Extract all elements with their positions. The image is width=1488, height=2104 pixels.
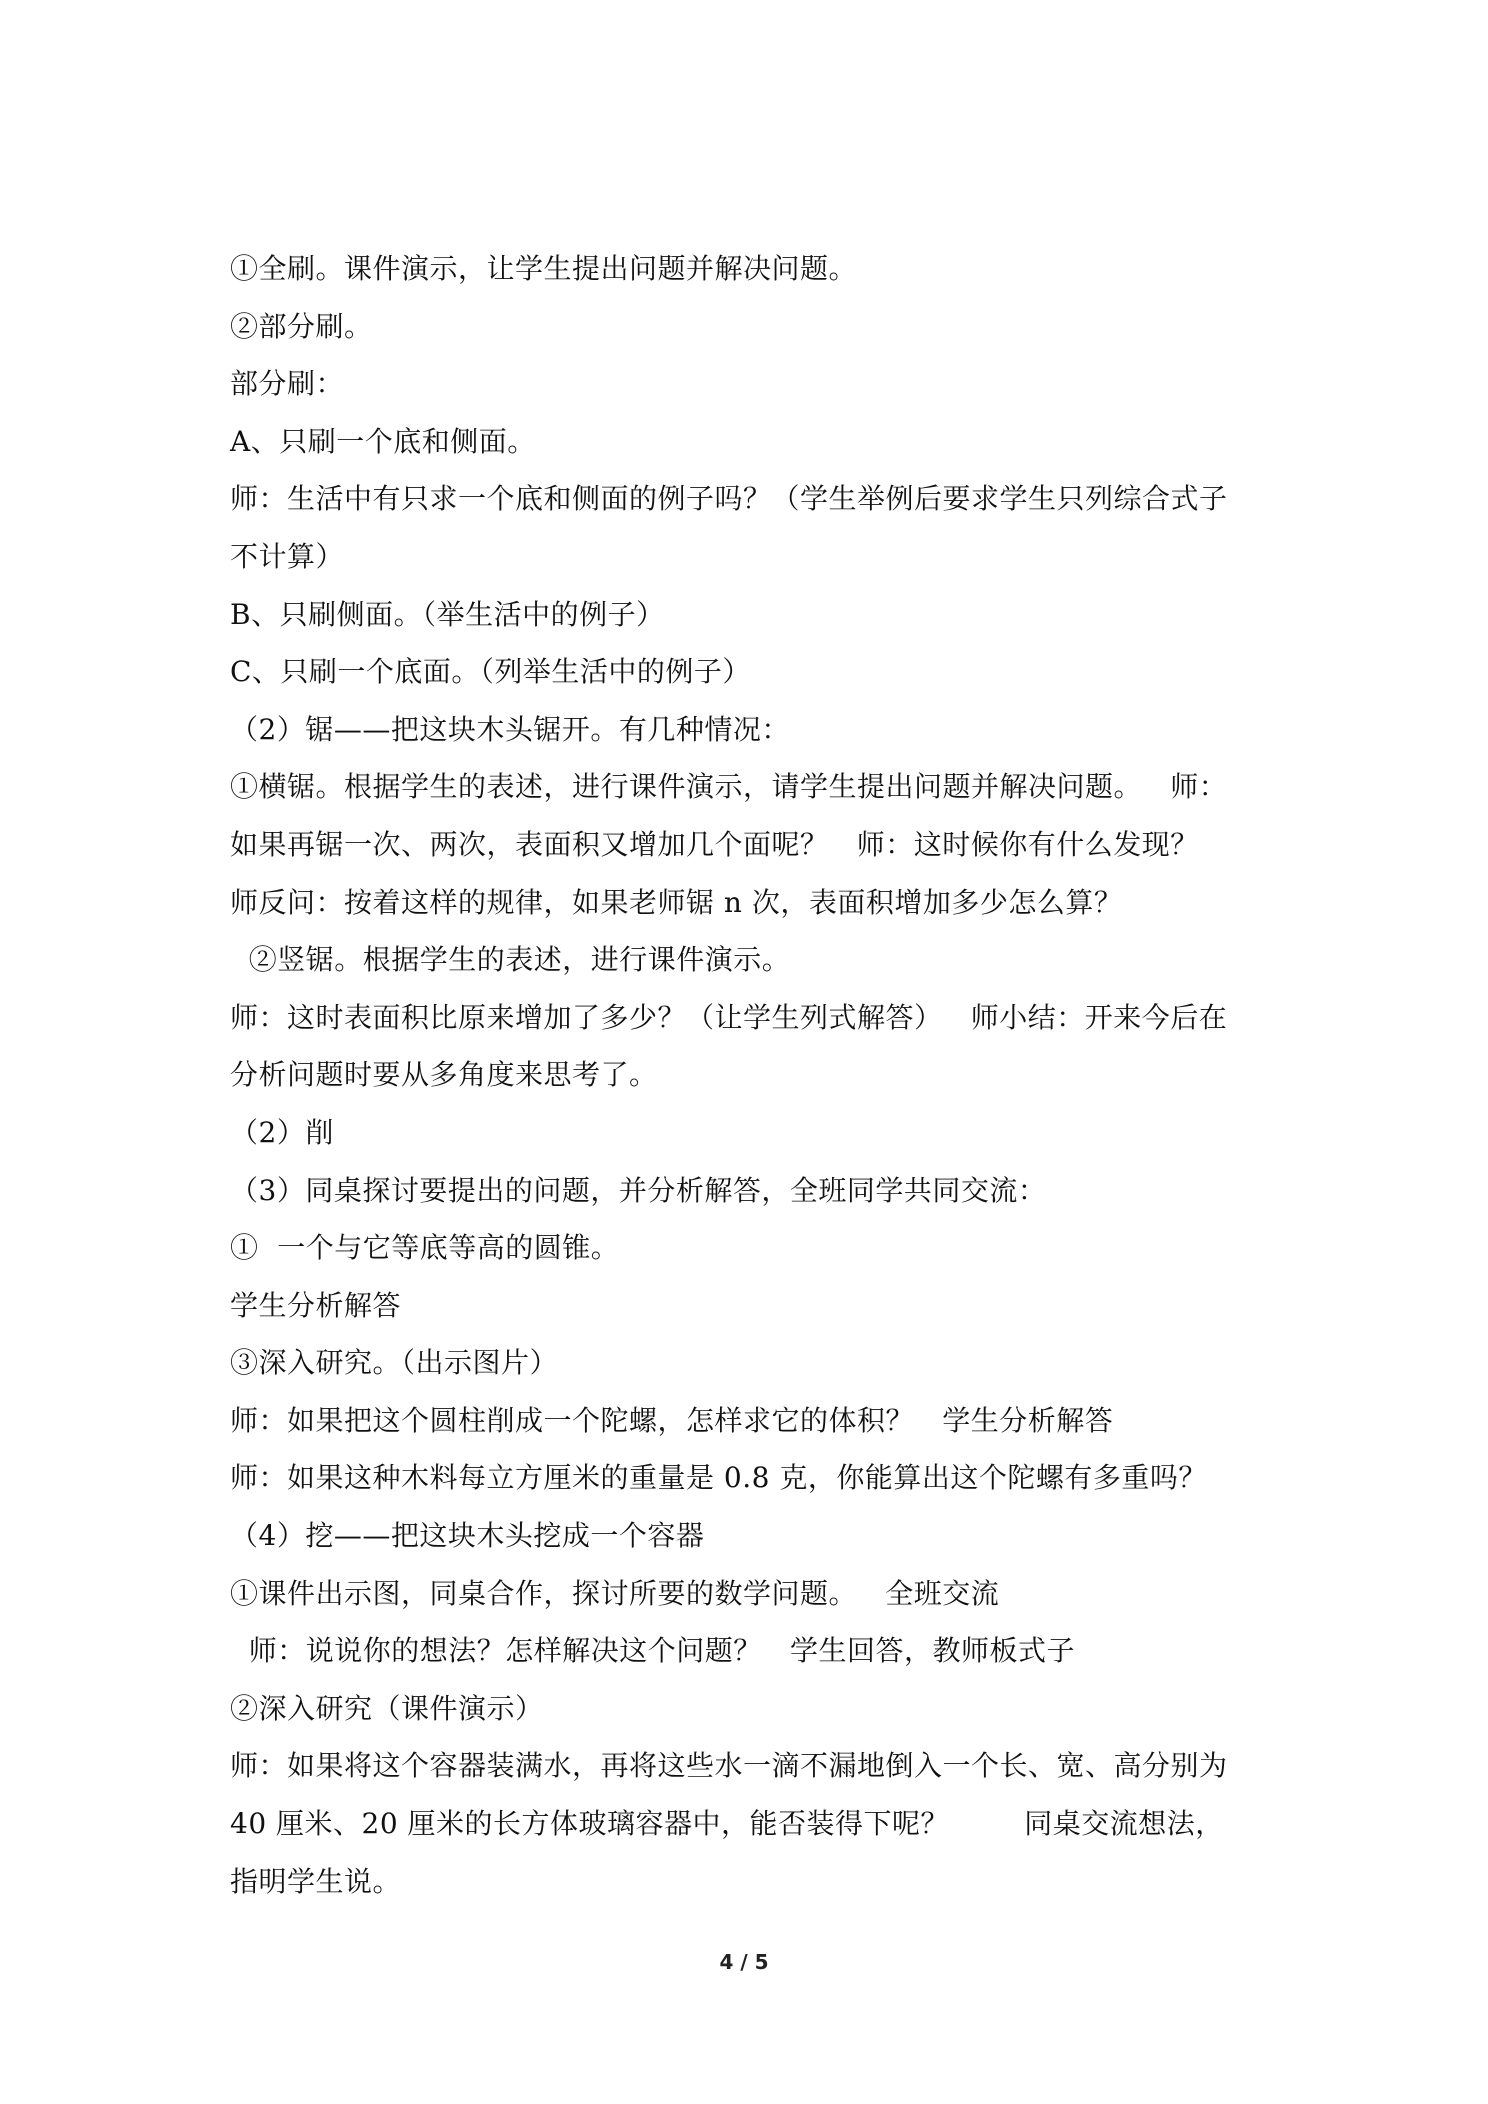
text-line: 师：如果这种木料每立方厘米的重量是 0.8 克，你能算出这个陀螺有多重吗？ xyxy=(230,1461,1207,1495)
page-number: 4 / 5 xyxy=(719,1950,769,1974)
text-line: （2）锯——把这块木头锯开。有几种情况： xyxy=(230,712,790,746)
text-line: 师：生活中有只求一个底和侧面的例子吗？（学生举例后要求学生只列综合式子 xyxy=(230,482,1228,516)
text-line: C、只刷一个底面。（列举生活中的例子） xyxy=(230,655,751,689)
text-line: 40 厘米、20 厘米的长方体玻璃容器中，能否装得下呢？ 同桌交流想法， xyxy=(230,1807,1224,1841)
text-line: 分析问题时要从多角度来思考了。 xyxy=(230,1058,658,1092)
text-line: ②竖锯。根据学生的表述，进行课件演示。 xyxy=(230,943,791,977)
text-line: （3）同桌探讨要提出的问题，并分析解答，全班同学共同交流： xyxy=(230,1173,1047,1207)
text-line: ②深入研究（课件演示） xyxy=(230,1691,544,1725)
text-line: ① 一个与它等底等高的圆锥。 xyxy=(230,1231,620,1265)
text-line: 如果再锯一次、两次，表面积又增加几个面呢？ 师：这时候你有什么发现？ xyxy=(230,827,1199,861)
text-line: （4）挖——把这块木头挖成一个容器 xyxy=(230,1519,705,1553)
text-line: 指明学生说。 xyxy=(230,1864,402,1898)
text-line: B、只刷侧面。（举生活中的例子） xyxy=(230,597,665,631)
text-line: 学生分析解答 xyxy=(230,1288,402,1322)
text-line: ①全刷。课件演示，让学生提出问题并解决问题。 xyxy=(230,252,858,285)
text-line: 师：这时表面积比原来增加了多少？（让学生列式解答） 师小结：开来今后在 xyxy=(230,1000,1228,1034)
text-line: 师反问：按着这样的规律，如果老师锯 n 次，表面积增加多少怎么算？ xyxy=(230,885,1123,919)
text-line: ②部分刷。 xyxy=(230,309,373,343)
text-line: 部分刷： xyxy=(230,367,345,401)
text-line: A、只刷一个底和侧面。 xyxy=(230,424,536,458)
text-line: 不计算） xyxy=(230,539,345,573)
text-line: ①横锯。根据学生的表述，进行课件演示，请学生提出问题并解决问题。 师： xyxy=(230,770,1228,804)
text-line: 师：如果把这个圆柱削成一个陀螺，怎样求它的体积？ 学生分析解答 xyxy=(230,1403,1114,1437)
text-line: 师：如果将这个容器装满水，再将这些水一滴不漏地倒入一个长、宽、高分别为 xyxy=(230,1749,1228,1783)
text-line: ③深入研究。（出示图片） xyxy=(230,1346,559,1380)
text-line: 师：说说你的想法？怎样解决这个问题？ 学生回答，教师板式子 xyxy=(230,1634,1076,1668)
text-line: （2）削 xyxy=(230,1115,334,1149)
document-body xyxy=(230,240,1270,1910)
text-line: ①课件出示图，同桌合作，探讨所要的数学问题。 全班交流 xyxy=(230,1576,1000,1610)
